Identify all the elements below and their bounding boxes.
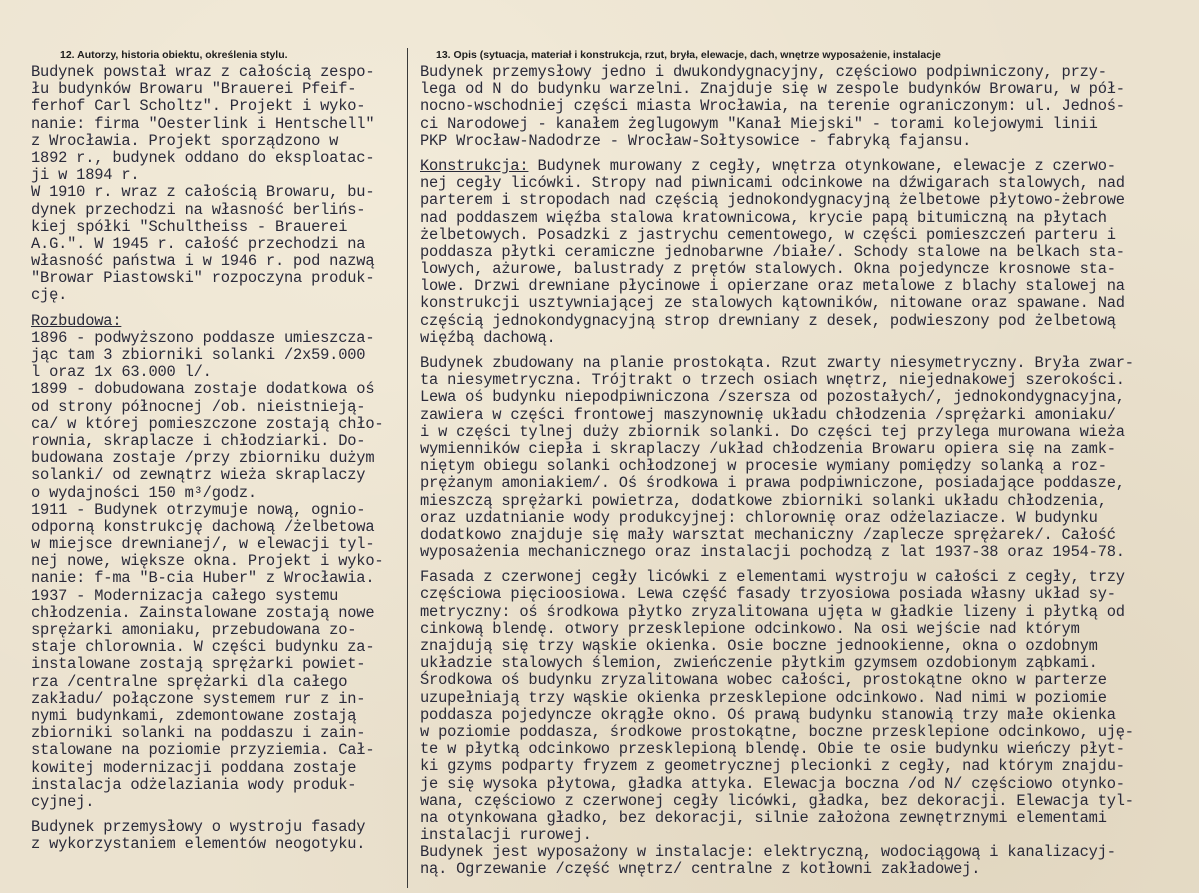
text-line: Budynek przemysłowy jedno i dwukondygnacyjny, częściowo podpiwniczony, przy- bbox=[420, 64, 1107, 81]
paragraph-heading-line bbox=[31, 313, 407, 330]
text-line: staje chlorownia. W części budynku za- bbox=[31, 638, 375, 657]
text-line: mieszczą sprężarki powietrza, dodatkowe zbiorniki solanki układu chłodzenia, bbox=[420, 491, 1107, 510]
right-column-text bbox=[420, 64, 1198, 879]
text-line: odporną konstrukcję dachową /żelbetowa bbox=[31, 517, 375, 536]
text-line: ną. Ogrzewanie /część wnętrz/ centralne z kotłowni zakładowej. bbox=[420, 860, 981, 879]
text-line: więźbą dachową. bbox=[420, 328, 556, 347]
text-line: z wykorzystaniem elementów neogotyku. bbox=[31, 835, 366, 854]
text-line: o wydajności 150 m³/godz. bbox=[31, 483, 257, 502]
paragraph-heading: Konstrukcja: bbox=[420, 156, 529, 175]
text-line: od strony północnej /ob. nieistnieją- bbox=[31, 397, 366, 416]
text-line: nocno-wschodniej części miasta Wrocławia, na terenie ograniczonym: ul. Jednoś- bbox=[420, 97, 1125, 116]
text-line: układzie stalowych ślemion, zwieńczenie płytkim gzymsem ozdobionym ząbkami. bbox=[420, 654, 1098, 673]
text-line: Lewa oś budynku niepodpiwniczona /szersza od pozostałych/, jednokondygnacyjna, bbox=[420, 388, 1125, 407]
text-line: lowe. Drzwi drewniane płycinowe i opierzane oraz metalowe z blachy stalowej na bbox=[420, 277, 1125, 296]
text-line: znajdują się trzy wąskie okienka. Osie boczne jednookienne, okna o ozdobnym bbox=[420, 637, 1098, 655]
text-line: nanie: firma "Oesterlink i Hentschell" bbox=[31, 114, 375, 133]
text-line: dodatkowo znajduje się mały warsztat mechaniczny /zaplecze sprężarek/. Całość bbox=[420, 525, 1116, 544]
text-line: cję. bbox=[31, 286, 68, 305]
text-line: kiej spółki "Schultheiss - Brauerei bbox=[31, 217, 348, 236]
text-line: dynek przechodzi na własność berlińs- bbox=[31, 200, 366, 219]
text-line: i w części tylnej duży zbiornik solanki. Do części tej przylega murowana wieża bbox=[420, 422, 1125, 441]
text-line: je się wysoka płytowa, gładka attyka. Elewacja boczna /od N/ częściowo otynko- bbox=[420, 774, 1125, 793]
text-line: wana, częściowo z czerwonej cegły licówki, gładka, bez dekoracji. Elewacja tyl- bbox=[420, 791, 1134, 810]
text-line: łu budynków Browaru "Brauerei Pfeif- bbox=[31, 80, 357, 99]
text-line: cyjnej. bbox=[31, 792, 95, 811]
text-line: instalacja odżelaziania wody produk- bbox=[31, 775, 357, 794]
text-line: 1911 - Budynek otrzymuje nową, ognio- bbox=[31, 500, 366, 519]
text-line: instalowane zostają sprężarki powiet- bbox=[31, 655, 366, 674]
text-line: A.G.". W 1945 r. całość przechodzi na bbox=[31, 234, 366, 253]
text-line: 1937 - Modernizacja całego systemu bbox=[31, 586, 339, 605]
text-line: 1896 - podwyższono poddasze umieszcza- bbox=[31, 328, 375, 347]
text-line: z Wrocławia. Projekt sporządzono w bbox=[31, 131, 339, 150]
text-line: na otynkowana gładko, bez dekoracji, silnie założona zewnętrznymi elementami bbox=[420, 808, 1107, 827]
column-divider bbox=[407, 48, 408, 888]
paragraph-heading-line bbox=[420, 158, 1198, 175]
text-line: uzupełniają trzy wąskie okienka przesklepione odcinkowo. Nad nimi w poziomie bbox=[420, 688, 1107, 707]
text-line: chłodzenia. Zainstalowane zostają nowe bbox=[31, 603, 375, 622]
text-line: ca/ w której pomieszczone zostają chło- bbox=[31, 414, 384, 433]
text-line: sprężarki amoniaku, przebudowana zo- bbox=[31, 621, 357, 639]
text-line: rownia, skraplacze i chłodziarki. Do- bbox=[31, 431, 366, 450]
text-line: zbiorniki solanki na poddaszu i zain- bbox=[31, 724, 366, 743]
text-line: ji w 1894 r. bbox=[31, 166, 140, 185]
text-line: oraz uzdatnianie wody produkcyjnej: chlorownię oraz odżelaziacze. W budynku bbox=[420, 508, 1098, 527]
text-line: 1892 r., budynek oddano do eksploatac- bbox=[31, 148, 375, 167]
text-line: stalowane na poziomie przyziemia. Cał- bbox=[31, 741, 375, 760]
text-line: w miejsce drewnianej/, w elewacji tyl- bbox=[31, 535, 375, 554]
text-line: ki gzyms podparty fryzem z geometrycznej plecionki z cegły, nad którym znajdu- bbox=[420, 757, 1125, 776]
section-heading-description: 13. Opis (sytuacja, materiał i konstrukcja, rzut, bryła, elewacje, dach, wnętrze wyposażenie, instalacje bbox=[436, 49, 941, 61]
text-line: ferhof Carl Scholtz". Projekt i wyko- bbox=[31, 97, 366, 116]
text-line: poddasza pojedyncze okrągłe okno. Oś prawą budynku stanowią trzy małe okienka bbox=[420, 705, 1116, 724]
text-line: rza /centralne sprężarki dla całego bbox=[31, 672, 348, 691]
text-line: nymi budynkami, zdemontowane zostają bbox=[31, 706, 357, 725]
text-line: nad poddaszem więźba stalowa kratownicowa, krycie papą bitumiczną na płytach bbox=[420, 208, 1107, 227]
text-line: lowych, ażurowe, balustrady z prętów stalowych. Okna pojedyncze krosnowe sta- bbox=[420, 260, 1116, 279]
text-line: częściowa pięcioosiowa. Lewa część fasady trzyosiowa posiada własny układ sy- bbox=[420, 585, 1116, 604]
text-line: zakładu/ połączone systemem rur z in- bbox=[31, 689, 366, 708]
left-column-text bbox=[31, 64, 407, 853]
text-line: nanie: f-ma "B-cia Huber" z Wrocławia. bbox=[31, 569, 375, 588]
section-heading-authors-history: 12. Autorzy, historia obiektu, określenia stylu. bbox=[60, 49, 288, 61]
text-line: Budynek zbudowany na planie prostokąta. Rzut zwarty niesymetryczny. Bryła zwar- bbox=[420, 354, 1134, 372]
text-line: W 1910 r. wraz z całością Browaru, bu- bbox=[31, 183, 375, 202]
text-line: ci Narodowej - kanałem żeglugowym "Kanał Miejski" - torami kolejowymi linii bbox=[420, 114, 1098, 133]
text-line: żelbetowych. Posadzki z jastrychu cementowego, w części pomieszczeń parteru i bbox=[420, 225, 1116, 244]
text-line: w poziomie poddasza, środkowe prostokątne, boczne przesklepione odcinkowo, uję- bbox=[420, 722, 1134, 741]
text-line: jąc tam 3 zbiorniki solanki /2x59.000 bbox=[31, 346, 366, 364]
text-line: Budynek jest wyposażony w instalacje: elektryczną, wodociągową i kanalizacyj- bbox=[420, 843, 1116, 862]
text-line: cinkową blendę. otwory przesklepione odcinkowo. Na osi wejście nad którym bbox=[420, 619, 1080, 638]
text-line: solanki/ od zewnątrz wieża skraplaczy bbox=[31, 466, 366, 485]
text-line: wyposażenia mechanicznego oraz instalacji pochodzą z lat 1937-38 oraz 1954-78. bbox=[420, 543, 1125, 562]
text-line: nej nowe, większe okna. Projekt i wyko- bbox=[31, 552, 384, 571]
text-line: wymienników ciepła i skraplaczy /układ chłodzenia Browaru opiera się na zamk- bbox=[420, 439, 1116, 458]
text-line: budowana zostaje /przy zbiorniku dużym bbox=[31, 449, 375, 468]
text-line: te w płytką odcinkowo przesklepioną blendę. Obie te osie budynku wieńczy płyt- bbox=[420, 740, 1125, 759]
text-line: własność państwa i w 1946 r. pod nazwą bbox=[31, 252, 375, 271]
text-line: metryczny: oś środkowa płytko zryzalitowana ujęta w gładkie lizeny i płytką od bbox=[420, 602, 1125, 621]
text-line: konstrukcji usztywniającej ze stalowych kątowników, nitowane oraz spawane. Nad bbox=[420, 294, 1125, 313]
text-line: parterem i stropodach nad częścią jednokondygnacyjną żelbetowe płytowo-żebrowe bbox=[420, 191, 1125, 210]
text-line: instalacji rurowej. bbox=[420, 826, 592, 845]
text-line: poddasza płytki ceramiczne jednobarwne /białe/. Schody stalowe na belkach sta- bbox=[420, 242, 1125, 261]
text-line: PKP Wrocław-Nadodrze - Wrocław-Sołtysowice - fabryką fajansu. bbox=[420, 131, 972, 150]
text-line: lega od N do budynku warzelni. Znajduje się w zespole budynków Browaru, w pół- bbox=[420, 80, 1125, 99]
text-line: Fasada z czerwonej cegły licówki z elementami wystroju w całości z cegły, trzy bbox=[420, 568, 1125, 587]
text-line: kowitej modernizacji poddana zostaje bbox=[31, 758, 357, 777]
text-line: ta niesymetryczna. Trójtrakt o trzech osiach wnętrz, niejednakowej szerokości. bbox=[420, 371, 1125, 390]
text-line: częścią jednokondygnacyjną strop drewniany z desek, podwieszony pod żelbetową bbox=[420, 311, 1116, 330]
text-line: prężanym amoniakiem/. Oś środkowa i prawa podpiwniczone, posiadające poddasze, bbox=[420, 474, 1125, 493]
text-line: niętym obiegu solanki ochłodzonej w procesie wymiany pomiędzy solanką a roz- bbox=[420, 457, 1107, 476]
paragraph-heading-rest: Budynek murowany z cegły, wnętrza otynkowane, elewacje z czerwo- bbox=[528, 156, 1116, 175]
text-line: l oraz 1x 63.000 l/. bbox=[31, 363, 212, 382]
text-line: nej cegły licówki. Stropy nad piwnicami odcinkowe na dźwigarach stalowych, nad bbox=[420, 174, 1125, 193]
paragraph-heading: Rozbudowa: bbox=[31, 311, 122, 330]
text-line: Środkowa oś budynku zryzalitowana wobec całości, prostokątne okno w parterze bbox=[420, 671, 1107, 690]
text-line: zawiera w części frontowej maszynownię układu chłodzenia /sprężarki amoniaku/ bbox=[420, 405, 1116, 424]
text-line: Budynek powstał wraz z całością zespo- bbox=[31, 64, 375, 81]
text-line: "Browar Piastowski" rozpoczyna produk- bbox=[31, 269, 375, 288]
text-line: 1899 - dobudowana zostaje dodatkowa oś bbox=[31, 380, 375, 399]
text-line: Budynek przemysłowy o wystroju fasady bbox=[31, 818, 366, 837]
